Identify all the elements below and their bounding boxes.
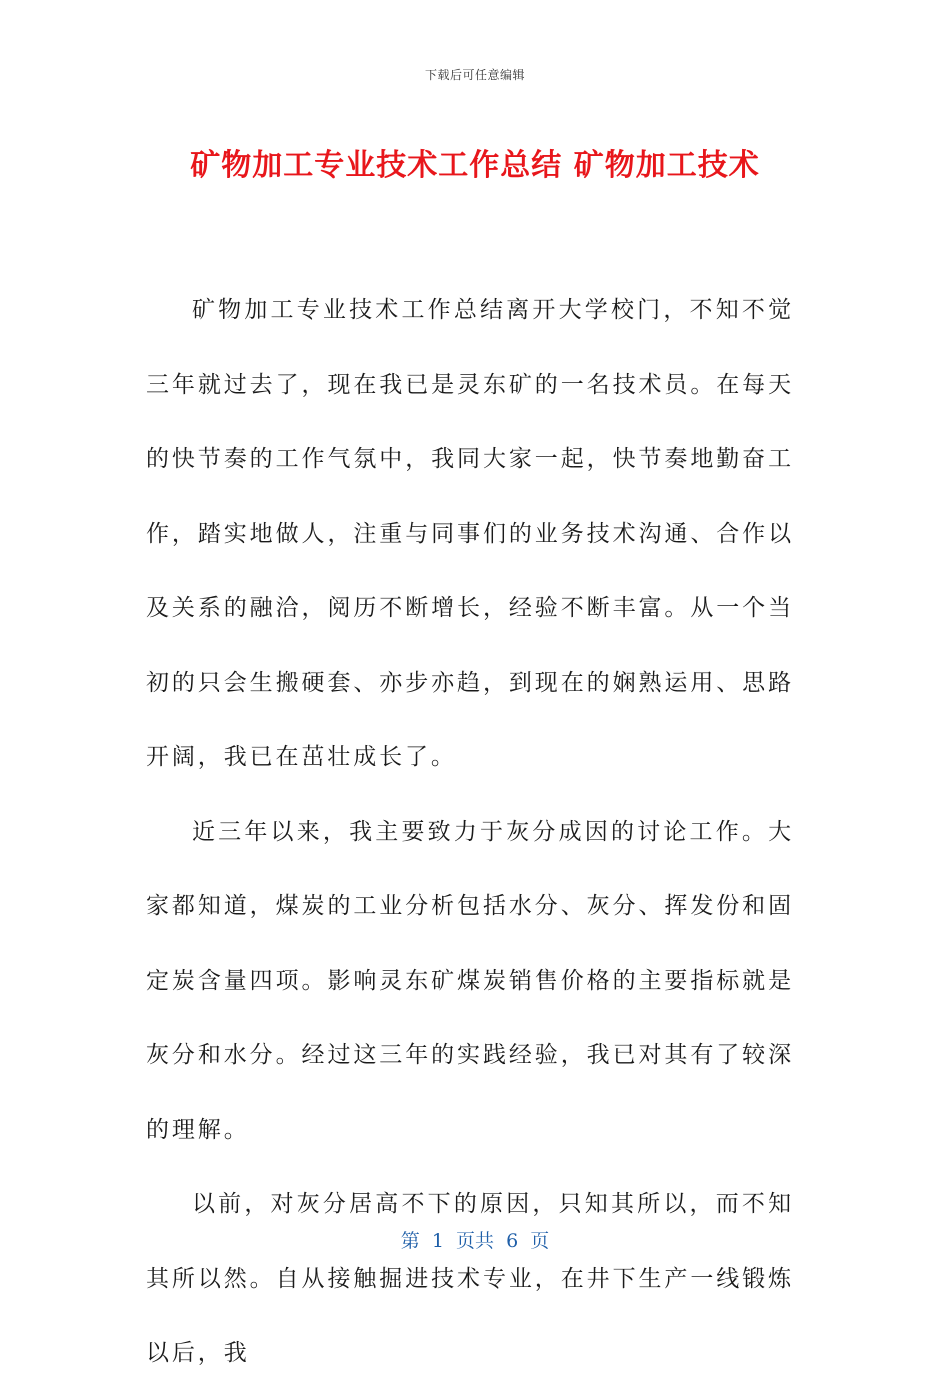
document-body xyxy=(146,273,794,1391)
paragraph: 以前，对灰分居高不下的原因，只知其所以，而不知其所以然。自从接触掘进技术专业，在井下生产一线锻炼以后，我 xyxy=(146,1191,794,1366)
page-number: 第 1 页共 6 页 xyxy=(400,1230,550,1252)
paragraph: 矿物加工专业技术工作总结离开大学校门，不知不觉三年就过去了，现在我已是灵东矿的一名技术员。在每天的快节奏的工作气氛中，我同大家一起，快节奏地勤奋工作，踏实地做人，注重与同事们的业务技术沟通、合作以及关系的融洽，阅历不断增长，经验不断丰富。从一个当初的只会生搬硬套、亦步亦趋，到现在的娴熟运用、思路开阔，我已在茁壮成长了。 xyxy=(146,297,794,770)
header-note: 下载后可任意编辑 xyxy=(424,68,525,82)
paragraph: 近三年以来，我主要致力于灰分成因的讨论工作。大家都知道，煤炭的工业分析包括水分、灰分、挥发份和固定炭含量四项。影响灵东矿煤炭销售价格的主要指标就是灰分和水分。经过这三年的实践经验，我已对其有了较深的理解。 xyxy=(146,818,794,1143)
document-title: 矿物加工专业技术工作总结 矿物加工技术 xyxy=(190,148,760,183)
